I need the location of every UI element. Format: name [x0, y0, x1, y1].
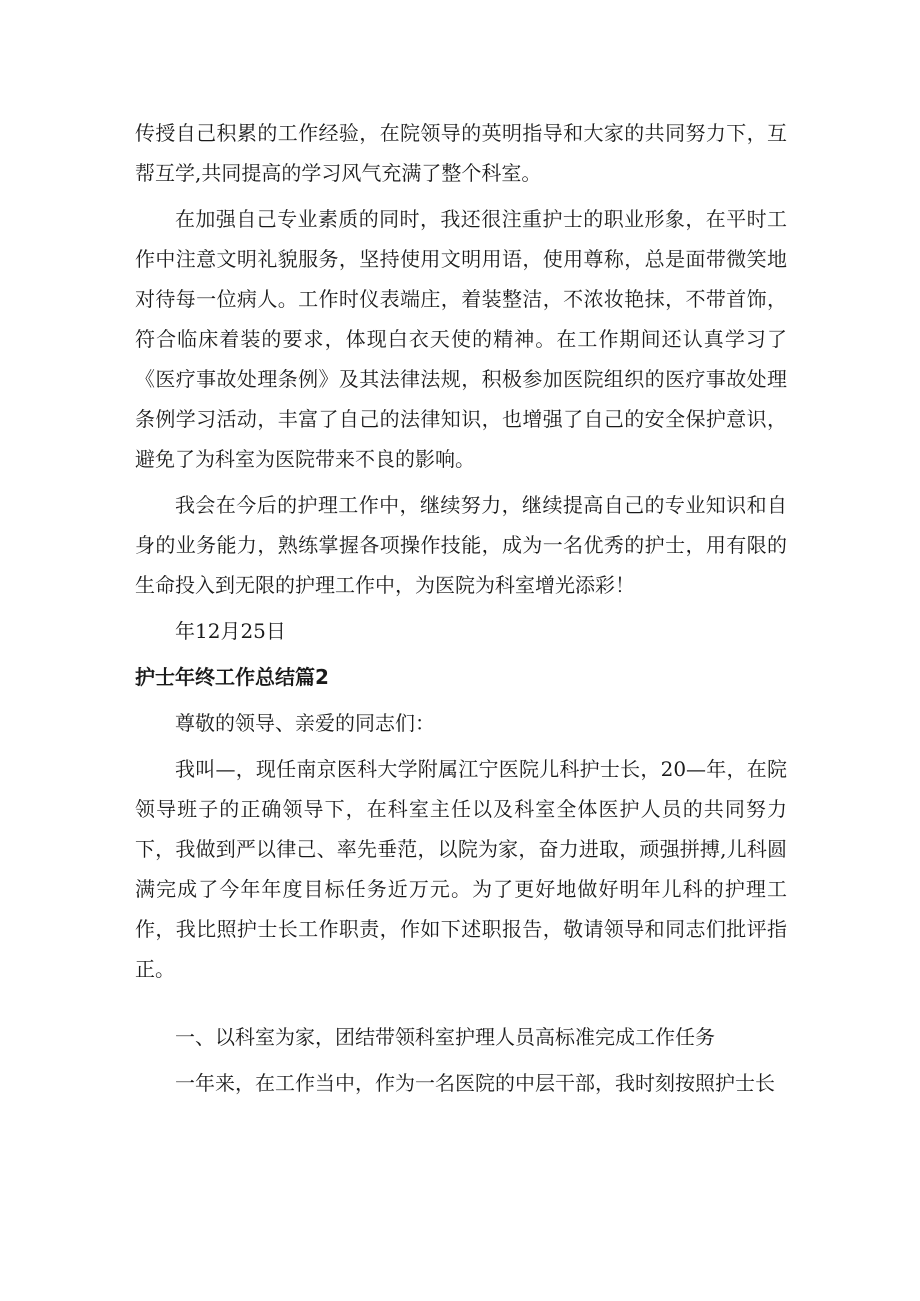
paragraph-professional-image: 在加强自己专业素质的同时，我还很注重护士的职业形象，在平时工作中注意文明礼貌服务，坚持使用文明用语，使用尊称，总是面带微笑地对待每一位病人。工作时仪表端庄，着装整洁，不浓妆艳抹，不带首饰，符合临床着装的要求，体现白衣天使的精神。在工作期间还认真学习了《医疗事故处理条例》及其法律法规，积极参加医院组织的医疗事故处理条例学习活动，丰富了自己的法律知识，也增强了自己的安全保护意识，避免了为科室为医院带来不良的影响。 [135, 207, 787, 471]
paragraph-continuation: 传授自己积累的工作经验，在院领导的英明指导和大家的共同努力下，互帮互学,共同提高的学习风气充满了整个科室。 [135, 121, 787, 185]
paragraph-self-introduction: 我叫—，现任南京医科大学附属江宁医院儿科护士长，20—年，在院领导班子的正确领导下，在科室主任以及科室全体医护人员的共同努力下，我做到严以律己、率先垂范，以院为家，奋力进取，顽强拼搏,儿科圆满完成了今年年度目标任务近万元。为了更好地做好明年儿科的护理工作，我比照护士长工作职责，作如下述职报告，敬请领导和同志们批评指正。 [135, 757, 787, 981]
spacer [135, 995, 787, 1017]
paragraph-truncated: 一年来，在工作当中，作为一名医院的中层干部，我时刻按照护士长 [175, 1071, 775, 1095]
document-date: 年12月25日 [175, 619, 286, 643]
paragraph-future-commitment: 我会在今后的护理工作中，继续努力，继续提高自己的专业知识和自身的业务能力，熟练掌握各项操作技能，成为一名优秀的护士，用有限的生命投入到无限的护理工作中，为医院为科室增光添彩！ [135, 493, 787, 597]
section-heading: 护士年终工作总结篇2 [135, 665, 329, 689]
salutation: 尊敬的领导、亲爱的同志们： [175, 711, 435, 735]
document-body [135, 113, 787, 1109]
subsection-title: 一、以科室为家，团结带领科室护理人员高标准完成工作任务 [175, 1025, 715, 1049]
